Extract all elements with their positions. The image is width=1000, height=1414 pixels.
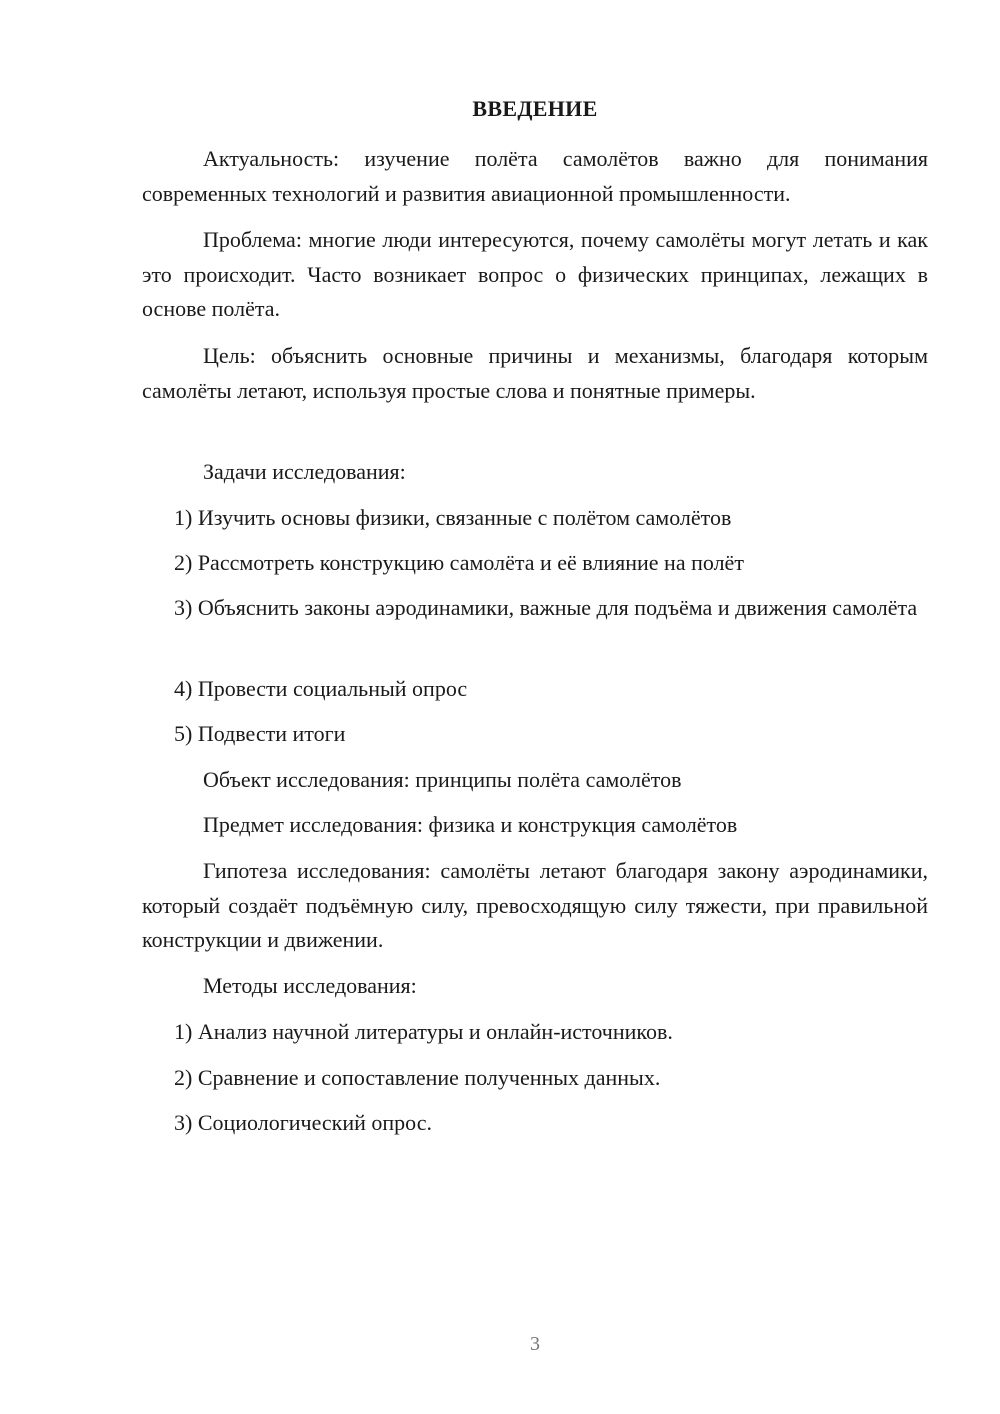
task-item-2: 2) Рассмотреть конструкцию самолёта и её влияние на полёт	[174, 550, 744, 575]
task-item-4: 4) Провести социальный опрос	[174, 676, 468, 701]
method-item-3: 3) Социологический опрос.	[174, 1110, 432, 1135]
section-title: ВВЕДЕНИЕ	[472, 96, 598, 121]
task-item-1: 1) Изучить основы физики, связанные с полётом самолётов	[174, 505, 732, 530]
research-object: Объект исследования: принципы полёта самолётов	[203, 767, 682, 792]
methods-heading: Методы исследования:	[203, 973, 417, 998]
task-item-5: 5) Подвести итоги	[174, 721, 346, 746]
paragraph-problem: Проблема: многие люди интересуются, почему самолёты могут летать и как это происходит. Часто возникает вопрос о физических принципах, лежащих в основе полёта.	[142, 227, 928, 321]
research-hypothesis: Гипотеза исследования: самолёты летают благодаря закону аэродинамики, который создаёт подъёмную силу, превосходящую силу тяжести, при правильной конструкции и движении.	[142, 858, 928, 952]
task-item-3: 3) Объяснить законы аэродинамики, важные для подъёма и движения самолёта	[174, 595, 918, 620]
page-number: 3	[530, 1333, 540, 1355]
paragraph-relevance: Актуальность: изучение полёта самолётов важно для понимания современных технологий и развития авиационной промышленности.	[142, 146, 928, 206]
document-page	[142, 0, 928, 1414]
research-subject: Предмет исследования: физика и конструкция самолётов	[203, 812, 738, 837]
paragraph-goal: Цель: объяснить основные причины и механизмы, благодаря которым самолёты летают, используя простые слова и понятные примеры.	[142, 343, 928, 403]
tasks-heading: Задачи исследования:	[203, 459, 406, 484]
method-item-1: 1) Анализ научной литературы и онлайн-источников.	[174, 1019, 673, 1044]
method-item-2: 2) Сравнение и сопоставление полученных данных.	[174, 1065, 661, 1090]
